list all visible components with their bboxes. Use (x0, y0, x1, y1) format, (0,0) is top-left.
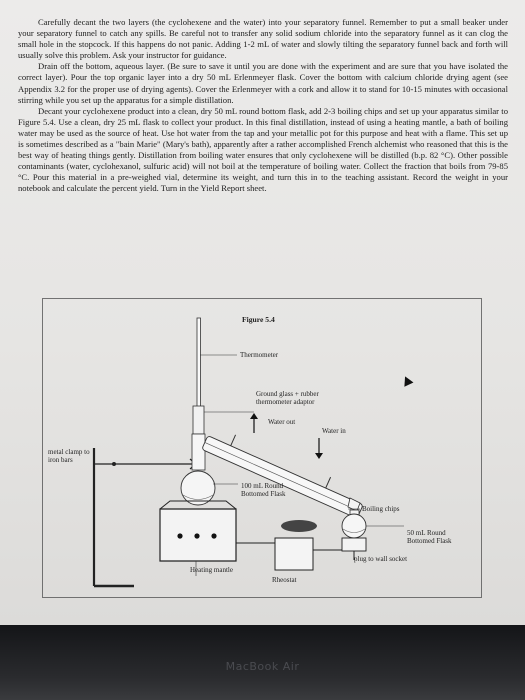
figure-title: Figure 5.4 (242, 315, 275, 324)
condenser (202, 425, 368, 519)
label-thermometer: Thermometer (240, 351, 279, 359)
label-rheostat: Rheostat (272, 576, 297, 584)
clamp-knob (112, 462, 116, 466)
figure-distillation-apparatus (42, 298, 482, 598)
label-adaptor: Ground glass + rubber thermometer adaptor (256, 390, 319, 406)
thermometer-adaptor (193, 406, 204, 434)
label-flask-100ml: 100 mL Round Bottomed Flask (241, 482, 286, 498)
receiver-stand (342, 538, 366, 551)
label-water-in: Water in (322, 427, 346, 435)
rheostat (275, 538, 313, 570)
flask-100ml (181, 471, 215, 505)
instructions-text (18, 17, 508, 195)
label-heating-mantle: Heating mantle (190, 566, 233, 574)
laptop-brand-label: MacBook Air (225, 660, 300, 673)
label-flask-50ml: 50 mL Round Bottomed Flask (407, 529, 452, 545)
paragraph-distill: Decant your cyclohexene product into a clean, dry 50 mL round bottom flask, add 2-3 boiling chips and set up your apparatus similar to Figure 5.4. Use a clean, dry 25 mL flask to collect your product. In this final distillation, instead of using a heating mantle, a bath of boiling water may be used as the source of heat. Use hot water from the tap and your metallic pot for this purpose and heat with a flame. This set up is sometimes described as a "bain Marie" (Mary's bath), apparently after a rather accomplished French alchemist who reasoned that this is the best way of heating things gently. Distillation from boiling water ensures that only cyclohexene will be distilled (b.p. 82 °C). Other possible contaminants (water, cyclohexanol, sulfuric acid) will not boil at the temperature of boiling water. Collect the fraction that boils from 79-85 °C. Pour this material in a pre-weighed vial, determine its weight, and turn this in to the teaching assistant. Record the weight in your notebook and calculate the percent yield. Turn in the Yield Report sheet. (18, 105, 508, 194)
paragraph-drain: Drain off the bottom, aqueous layer. (Be sure to save it until you are done with the experiment and are sure that you have isolated the correct layer). Pour the top organic layer into a dry 50 mL Erlenmeyer flask. Cover the bottom with calcium chloride drying agent (see Appendix 3.2 for the proper use of drying agents). Cover the Erlenmeyer with a cork and allow it to stand for 10-15 minutes with occasional stirring while you set up the apparatus for a simple distillation. (18, 61, 508, 105)
distillation-apparatus-drawing (42, 298, 482, 598)
flask-50ml (342, 514, 366, 538)
label-boiling-chips: Boiling chips (362, 505, 400, 513)
distillation-head (192, 434, 205, 470)
label-clamp: metal clamp to iron bars (48, 448, 90, 464)
figure-frame (43, 299, 482, 598)
label-plug: plug to wall socket (354, 555, 408, 563)
paragraph-decant: Carefully decant the two layers (the cyclohexene and the water) into your separatory funnel. Remember to put a small beaker under your separatory funnel to catch any spills. Be careful not to transfer any solid sodium chloride into the separatory funnel as it can clog the small hole in the stopcock. If this happens do not panic. Adding 1-2 mL of water and slowly tilting the separatory funnel back and forth will usually solve this problem. Ask your instructor for guidance. (18, 17, 508, 61)
label-water-out: Water out (268, 418, 296, 426)
